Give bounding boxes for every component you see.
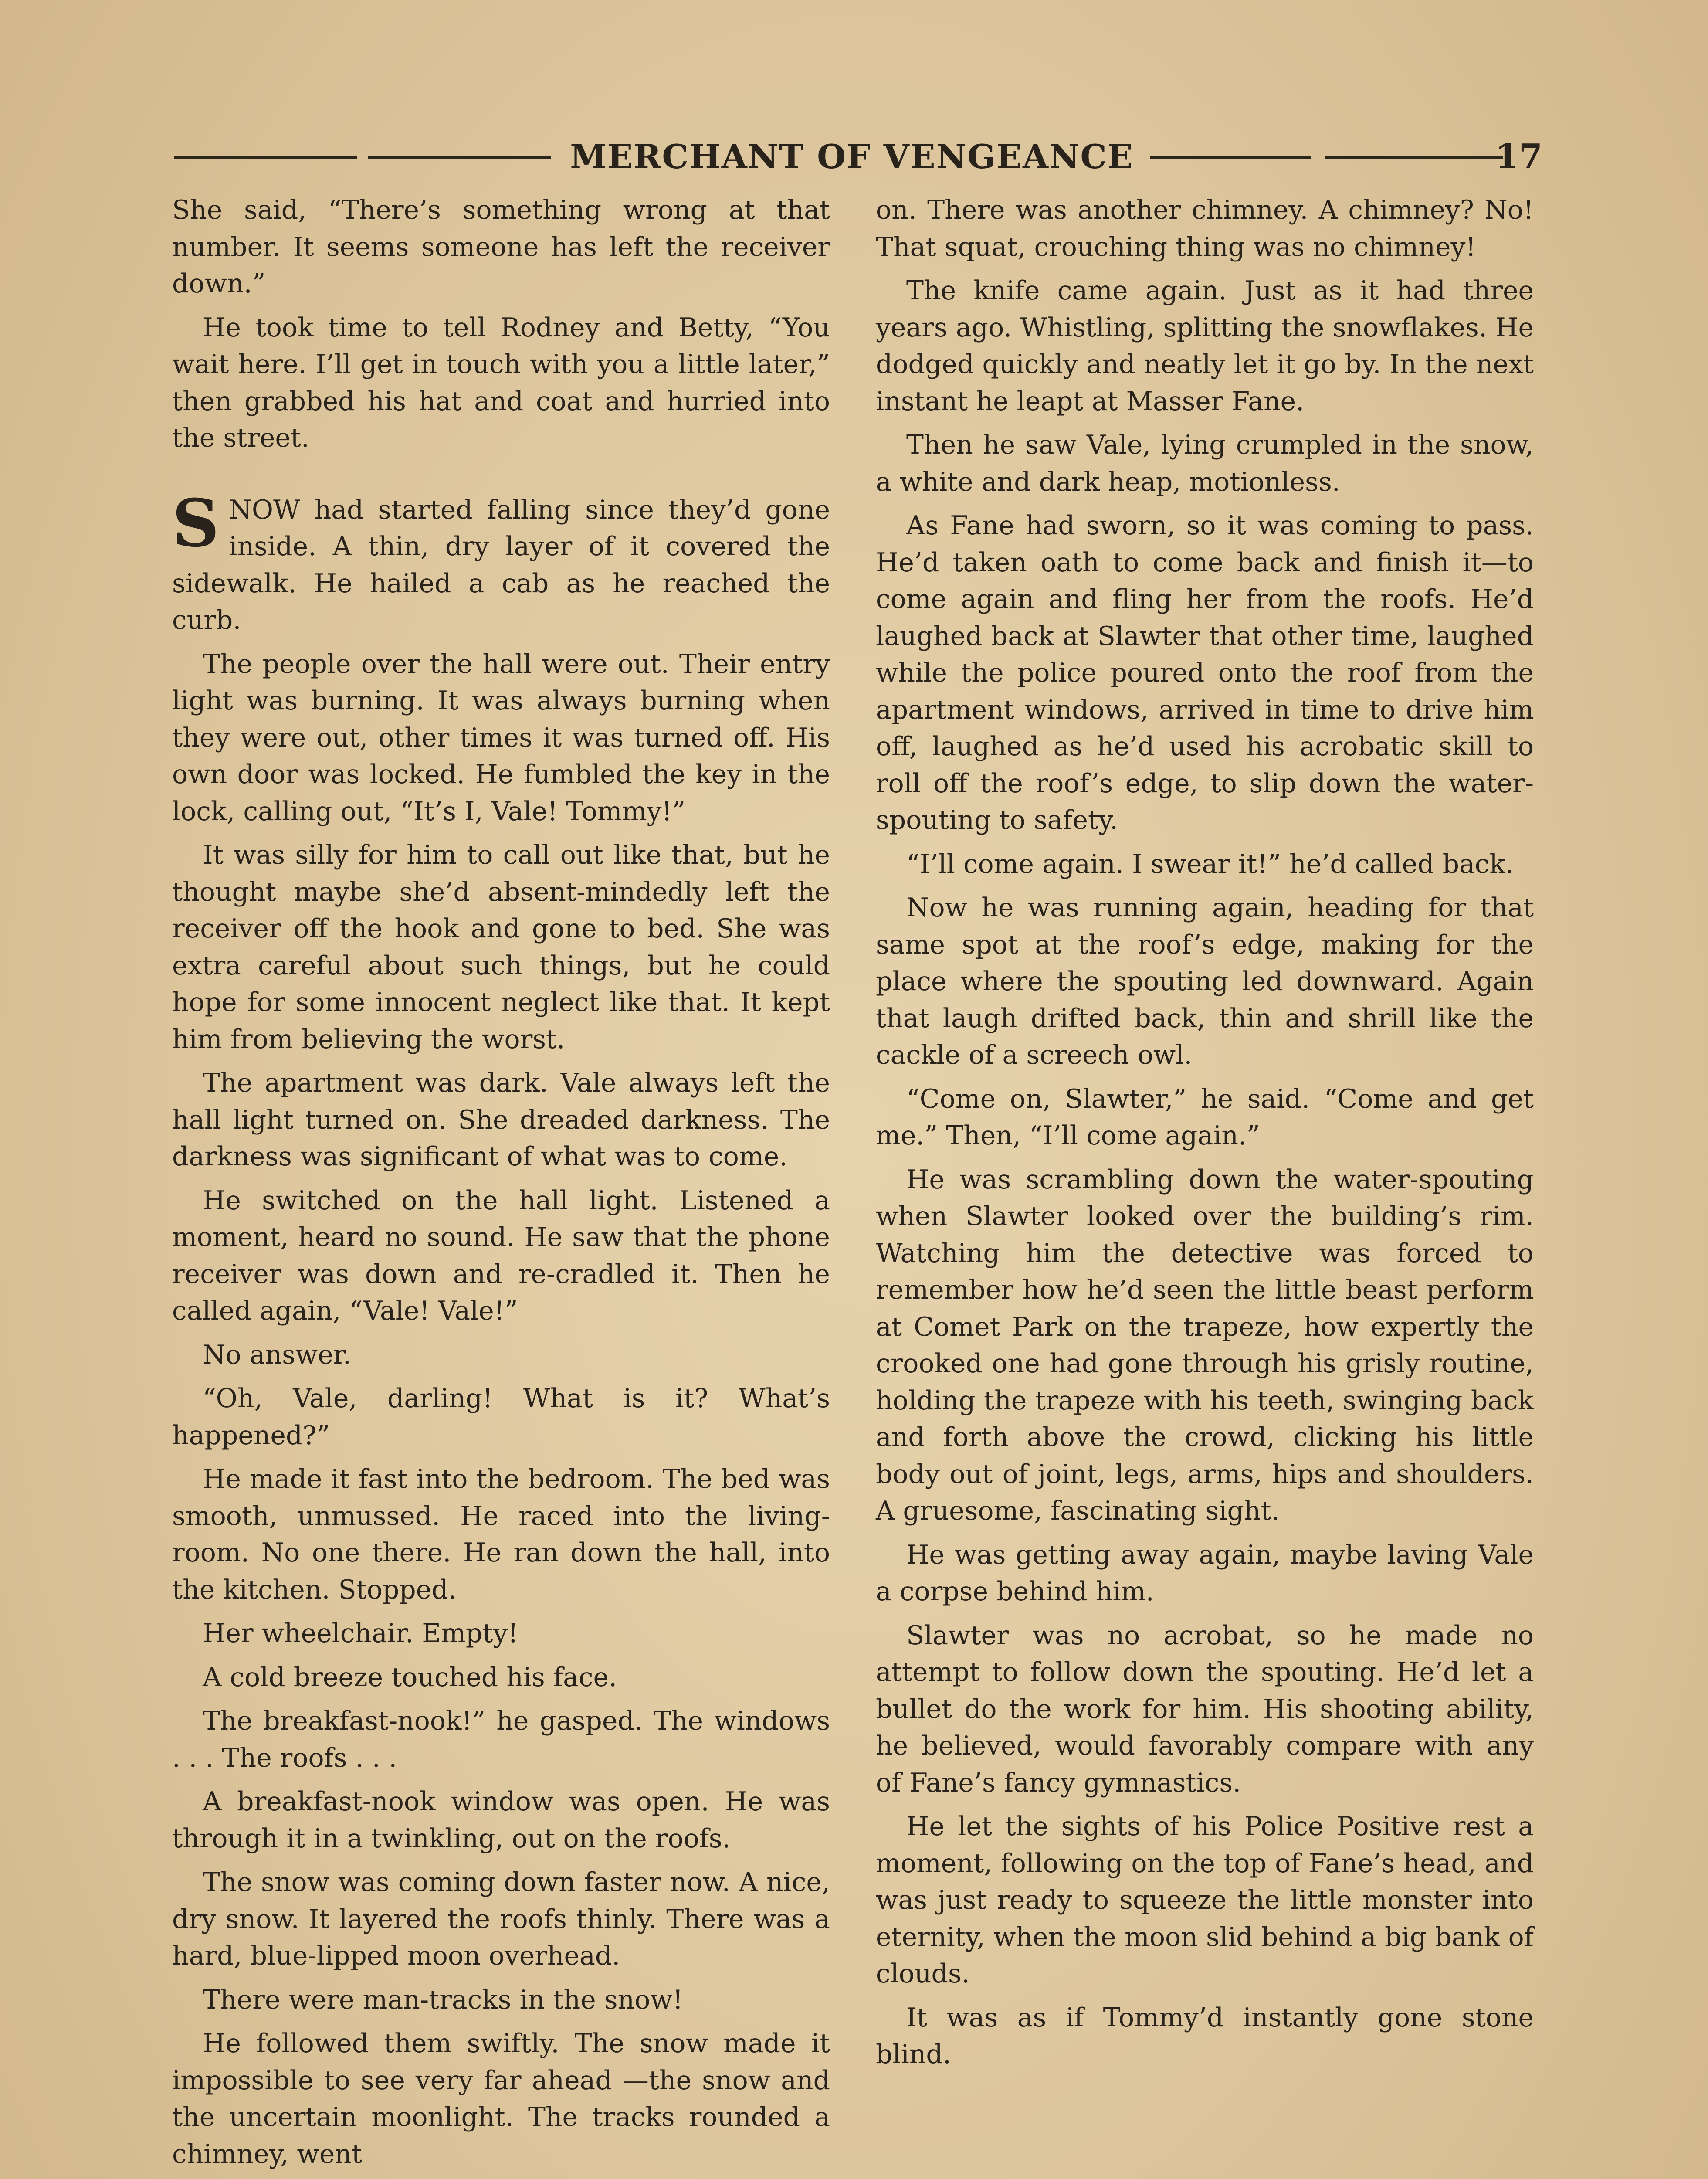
paragraph: Now he was running again, heading for that same spot at the roof’s edge, making for the place where the spouting led downward. Again that laugh drifted back, thin and shrill like the cackle of a screech owl. <box>876 893 1534 1070</box>
paragraph: Slawter was no acrobat, so he made no attempt to follow down the spouting. He’d let a bullet do the work for him. His shooting ability, he believed, would favorably compare with any of Fane’s fancy gymnastics. <box>876 1620 1534 1798</box>
paragraph: It was silly for him to call out like that, but he thought maybe she’d absent-mindedly left the receiver off the hook and gone to bed. She was extra careful about such things, but he could hope for some innocent neglect like that. It kept him from believing the worst. <box>172 840 830 1055</box>
paragraph: As Fane had sworn, so it was coming to pass. He’d taken oath to come back and finish it—to come again and fling her from the roofs. He’d laughed back at Slawter that other time, laughed while the police poured onto the roof from the apartment windows, arrived in time to drive him off, laughed as he’d used his acrobatic skill to roll off the roof’s edge, to slip down the water-spouting to safety. <box>876 510 1534 835</box>
left-column <box>172 192 830 2179</box>
paragraph: The breakfast-nook!” he gasped. The windows . . . The roofs . . . <box>172 1706 830 1773</box>
paragraph: He made it fast into the bedroom. The bed was smooth, unmussed. He raced into the living-room. No one there. He ran down the hall, into the kitchen. Stopped. <box>172 1464 830 1605</box>
paragraph: He was getting away again, maybe laving Vale a corpse behind him. <box>876 1539 1534 1607</box>
header-rule <box>1150 156 1312 159</box>
paragraph: It was as if Tommy’d instantly gone stone blind. <box>876 2002 1534 2070</box>
header-rule <box>174 156 357 159</box>
section-opening-paragraph <box>172 485 830 639</box>
drop-cap: S <box>172 485 220 562</box>
paragraph: A breakfast-nook window was open. He was through it in a twinkling, out on the roofs. <box>172 1786 830 1854</box>
paragraph: She said, “There’s something wrong at that number. It seems someone has left the receiver down.” <box>172 195 830 299</box>
paragraph: There were man-tracks in the snow! <box>203 1984 683 2015</box>
paragraph: on. There was another chimney. A chimney? No! That squat, crouching thing was no chimney! <box>876 195 1534 262</box>
paragraph: Then he saw Vale, lying crumpled in the snow, a white and dark heap, motionless. <box>876 430 1534 497</box>
page-number: 17 <box>1495 137 1542 176</box>
paragraph: The people over the hall were out. Their entry light was burning. It was always burning when they were out, other times it was turned off. His own door was locked. He fumbled the key in the lock, calling out, “It’s I, Vale! Tommy!” <box>172 648 830 827</box>
paragraph: Her wheelchair. Empty! <box>203 1618 518 1649</box>
paragraph: He followed them swiftly. The snow made it impossible to see very far ahead —the snow and the uncertain moonlight. The tracks rounded a chimney, went <box>172 2028 830 2169</box>
paragraph: The snow was coming down faster now. A nice, dry snow. It layered the roofs thinly. There was a hard, blue-lipped moon overhead. <box>172 1867 830 1971</box>
running-header <box>174 131 1542 183</box>
paragraph: The apartment was dark. Vale always left the hall light turned on. She dreaded darkness. The darkness was significant of what was to come. <box>172 1068 830 1172</box>
paragraph: A cold breeze touched his face. <box>203 1662 617 1693</box>
story-title: MERCHANT OF VENGEANCE <box>570 137 1134 176</box>
paragraph: “Come on, Slawter,” he said. “Come and get me.” Then, “I’ll come again.” <box>876 1083 1534 1151</box>
paragraph: “I’ll come again. I swear it!” he’d called back. <box>906 849 1514 879</box>
paragraph: “Oh, Vale, darling! What is it? What’s happened?” <box>172 1383 830 1451</box>
header-rule <box>1325 156 1503 159</box>
paragraph-text: NOW had started falling since they’d gone inside. A thin, dry layer of it covered the sidewalk. He hailed a cab as he reached the curb. <box>172 494 830 635</box>
paragraph: No answer. <box>203 1339 351 1370</box>
paragraph: The knife came again. Just as it had three years ago. Whistling, splitting the snowflakes. He dodged quickly and neatly let it go by. In the next instant he leapt at Masser Fane. <box>876 275 1534 417</box>
paragraph: He switched on the hall light. Listened a moment, heard no sound. He saw that the phone receiver was down and re-cradled it. Then he called again, “Vale! Vale!” <box>172 1185 830 1326</box>
paragraph: He was scrambling down the water-spouting when Slawter looked over the building’s rim. Watching him the detective was forced to remember how he’d seen the little beast perform at Comet Park on the trapeze, how expertly the crooked one had gone through his grisly routine, holding the trapeze with his teeth, swinging back and forth above the crowd, clicking his little body out of joint, legs, arms, hips and shoulders. A gruesome, fascinating sight. <box>876 1164 1534 1526</box>
header-rule <box>368 156 551 159</box>
right-column <box>876 192 1534 2080</box>
paragraph: He let the sights of his Police Positive rest a moment, following on the top of Fane’s head, and was just ready to squeeze the little monster into eternity, when the moon slid behind a big bank of clouds. <box>876 1811 1534 1989</box>
paragraph: He took time to tell Rodney and Betty, “You wait here. I’ll get in touch with you a little later,” then grabbed his hat and coat and hurried into the street. <box>172 312 830 453</box>
